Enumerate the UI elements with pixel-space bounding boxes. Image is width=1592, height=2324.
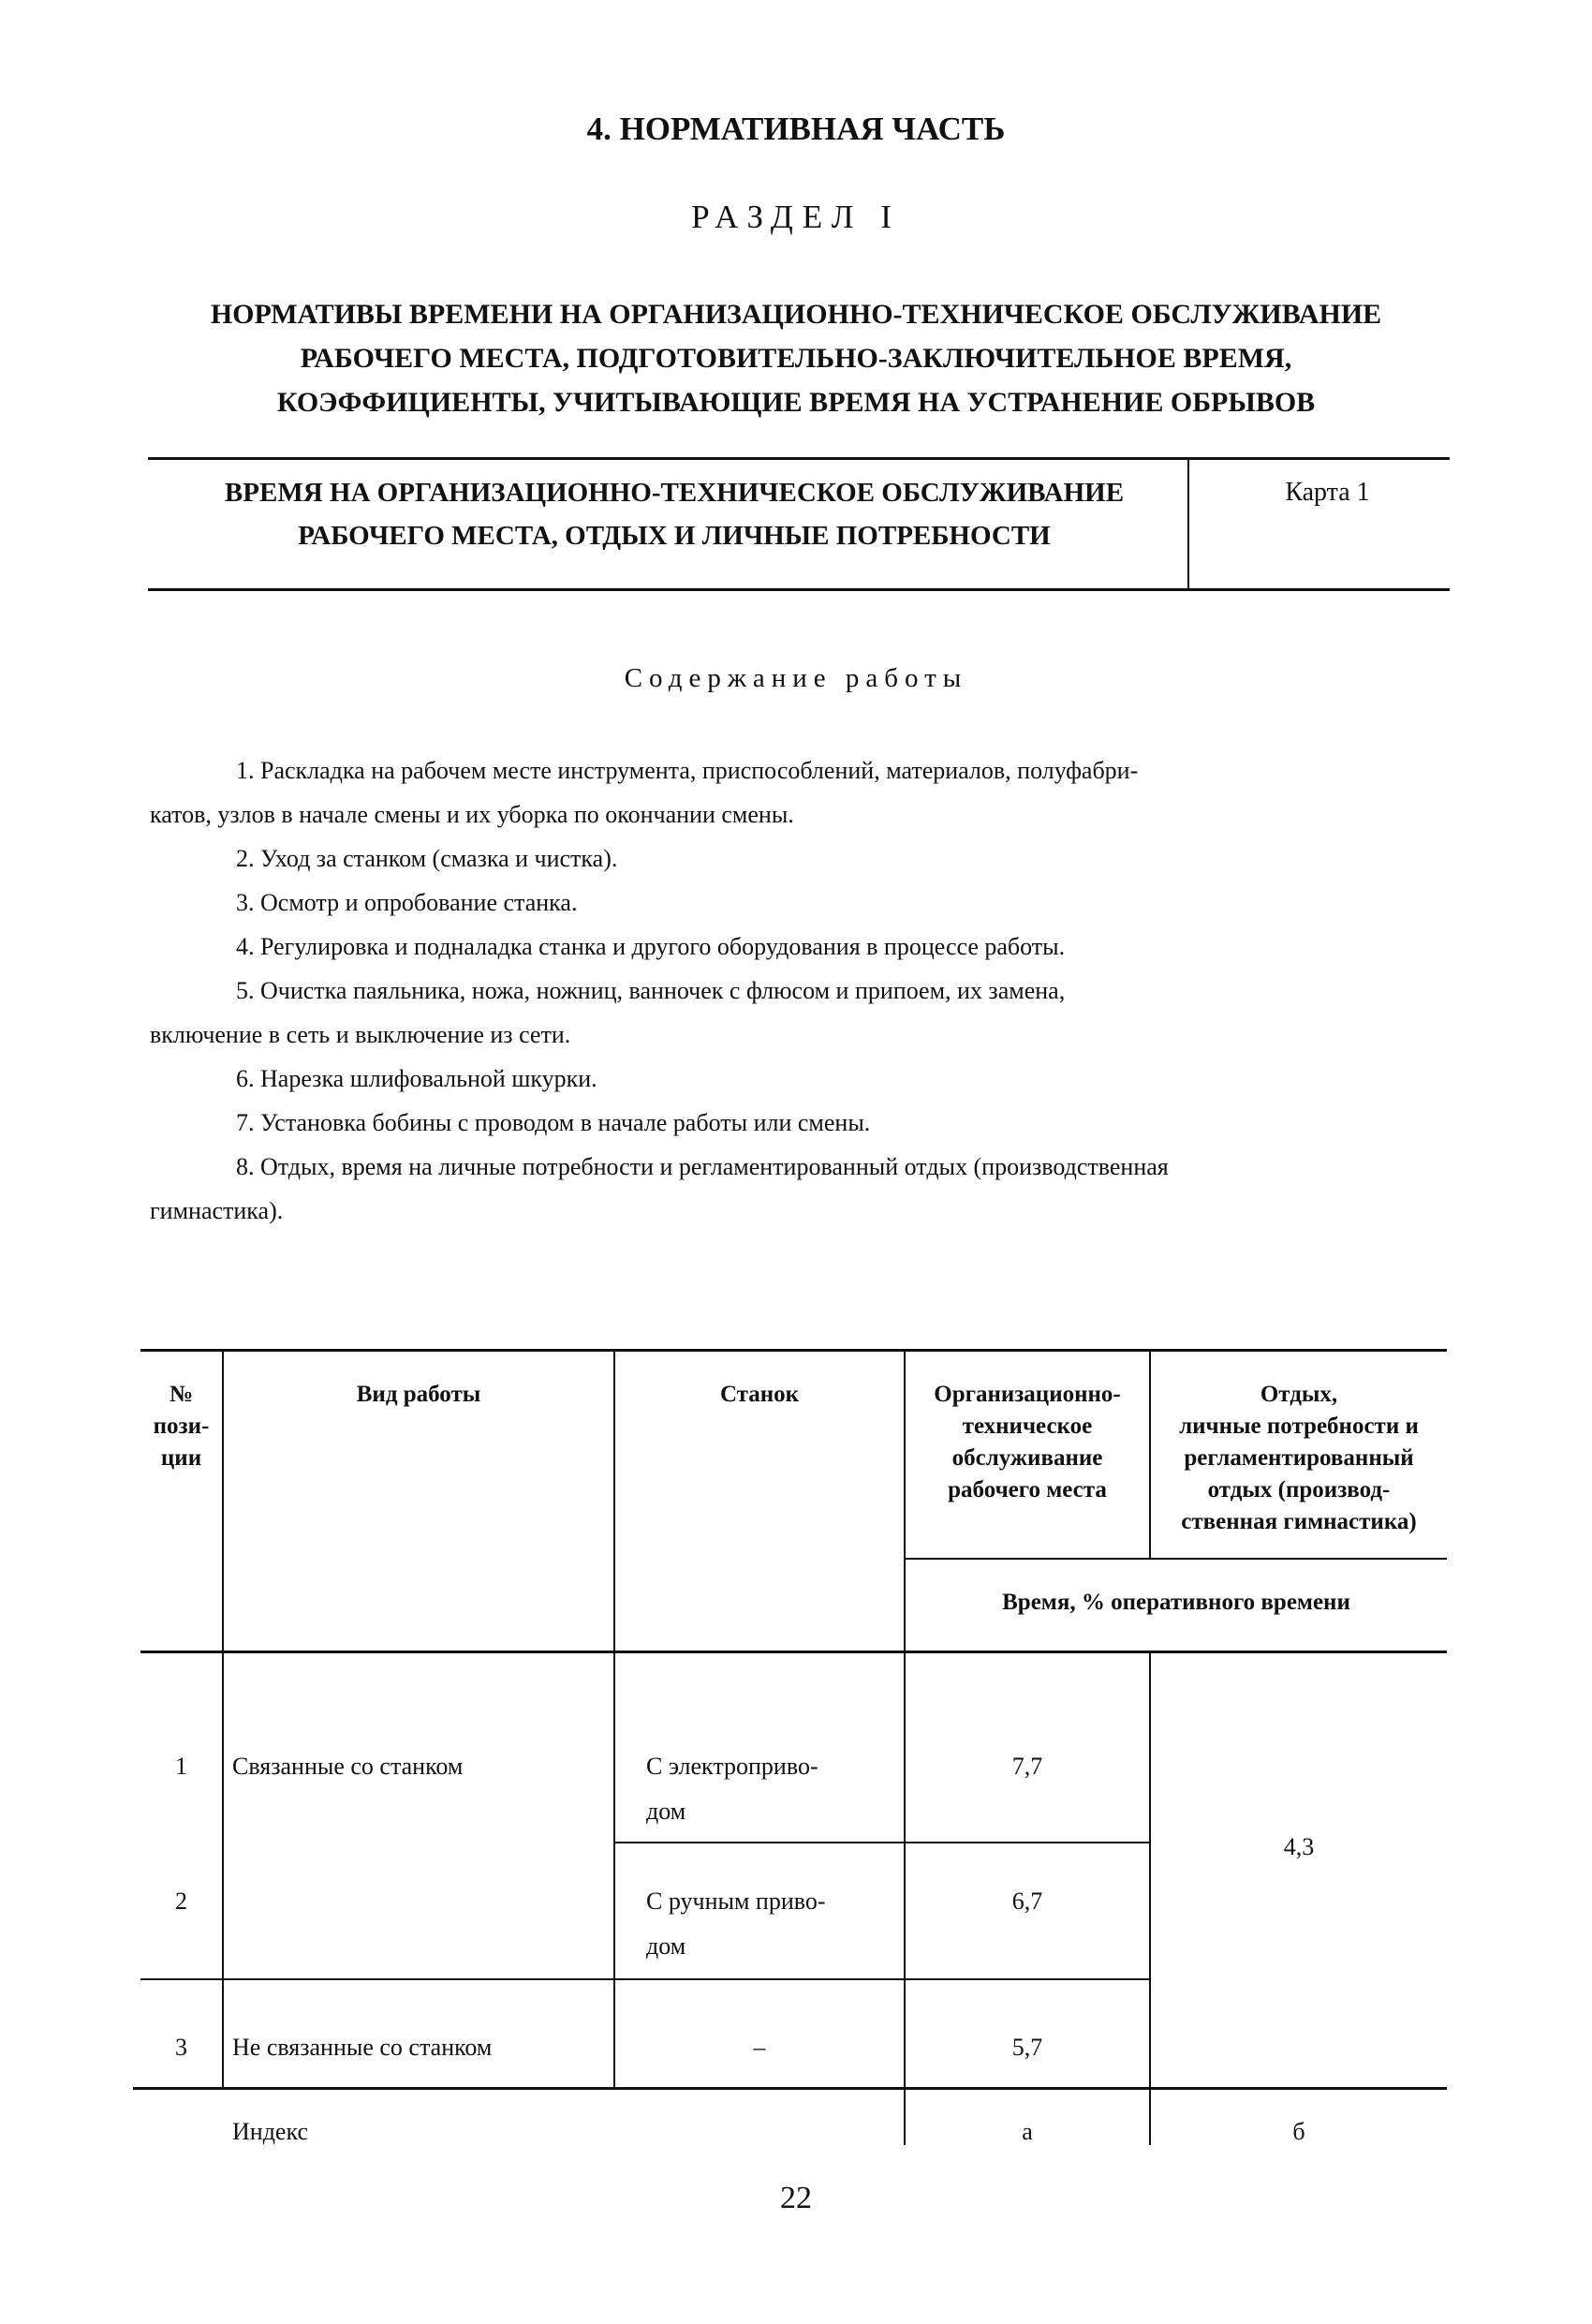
index-rest: б (1292, 2118, 1305, 2145)
cell-position: 2 (175, 1887, 187, 1915)
work-item: 1. Раскладка на рабочем месте инструмента, приспособлений, материалов, полуфабри- (236, 757, 1139, 784)
cell-position: 3 (175, 2034, 187, 2061)
work-item: 3. Осмотр и опробование станка. (236, 889, 578, 916)
header-rest: Отдых, личные потребности и регламентированный отдых (производ- ственная гимнастика) (1179, 1382, 1419, 1534)
header-time-unit: Время, % оперативного времени (1002, 1590, 1350, 1615)
heading-line: КОЭФФИЦИЕНТЫ, УЧИТЫВАЮЩИЕ ВРЕМЯ НА УСТРАНЕНИЕ ОБРЫВОВ (276, 387, 1316, 418)
header-work-type: Вид работы (356, 1382, 481, 1407)
index-label: Индекс (232, 2118, 308, 2145)
content-title: Содержание работы (624, 663, 968, 693)
cell-org-value: 5,7 (1011, 2034, 1043, 2061)
header-bottom-rule (140, 1650, 1447, 1653)
work-item-continued: катов, узлов в начале смены и их уборка по окончании смены. (150, 801, 794, 828)
card-title-line: РАБОЧЕГО МЕСТА, ОТДЫХ И ЛИЧНЫЕ ПОТРЕБНОСТИ (298, 521, 1051, 551)
work-item: 6. Нарезка шлифовальной шкурки. (236, 1065, 597, 1092)
header-position: № пози- ции (153, 1382, 210, 1471)
heading-line: РАБОЧЕГО МЕСТА, ПОДГОТОВИТЕЛЬНО-ЗАКЛЮЧИТЕЛЬНОЕ ВРЕМЯ, (300, 343, 1292, 374)
header-machine: Станок (719, 1382, 800, 1407)
work-item-continued: включение в сеть и выключение из сети. (150, 1021, 571, 1048)
heading-line: НОРМАТИВЫ ВРЕМЕНИ НА ОРГАНИЗАЦИОННО-ТЕХНИЧЕСКОЕ ОБСЛУЖИВАНИЕ (210, 299, 1382, 330)
cell-position: 1 (175, 1753, 187, 1780)
header-org-service: Организационно- техническое обслуживание рабочего места (934, 1382, 1121, 1502)
cell-machine: – (753, 2034, 766, 2061)
work-item: 2. Уход за станком (смазка и чистка). (236, 845, 618, 872)
index-org: а (1022, 2118, 1033, 2145)
cell-org-value: 6,7 (1011, 1887, 1043, 1915)
card-title-line: ВРЕМЯ НА ОРГАНИЗАЦИОННО-ТЕХНИЧЕСКОЕ ОБСЛУЖИВАНИЕ (224, 478, 1125, 508)
work-item-continued: гимнастика). (150, 1197, 284, 1224)
subheader-rule (904, 1558, 1447, 1560)
cell-work-type: Не связанные со станком (232, 2034, 493, 2061)
card-number: Карта 1 (1285, 478, 1370, 507)
table-top-rule (140, 1349, 1447, 1352)
work-item: 4. Регулировка и подналадка станка и другого оборудования в процессе работы. (236, 933, 1066, 960)
row-rule (140, 1978, 1149, 1980)
section-title: 4. НОРМАТИВНАЯ ЧАСТЬ (586, 111, 1006, 147)
work-item: 8. Отдых, время на личные потребности и регламентированный отдых (производственная (236, 1153, 1169, 1180)
cell-rest-value: 4,3 (1283, 1833, 1315, 1860)
col-divider (222, 1350, 224, 2087)
cell-machine: С ручным приво- дом (646, 1887, 826, 1960)
cell-work-type: Связанные со станком (232, 1753, 464, 1780)
part-title: РАЗДЕЛ I (691, 199, 901, 235)
col-divider (613, 1350, 615, 2087)
cell-machine: С электроприво- дом (646, 1753, 818, 1825)
table-bottom-rule (133, 2087, 1447, 2090)
page-number: 22 (780, 2181, 812, 2215)
row-rule (613, 1842, 1149, 1843)
work-item: 7. Установка бобины с проводом в начале работы или смены. (236, 1109, 871, 1136)
cell-org-value: 7,7 (1011, 1753, 1043, 1780)
work-item: 5. Очистка паяльника, ножа, ножниц, ванночек с флюсом и припоем, их замена, (236, 977, 1066, 1004)
